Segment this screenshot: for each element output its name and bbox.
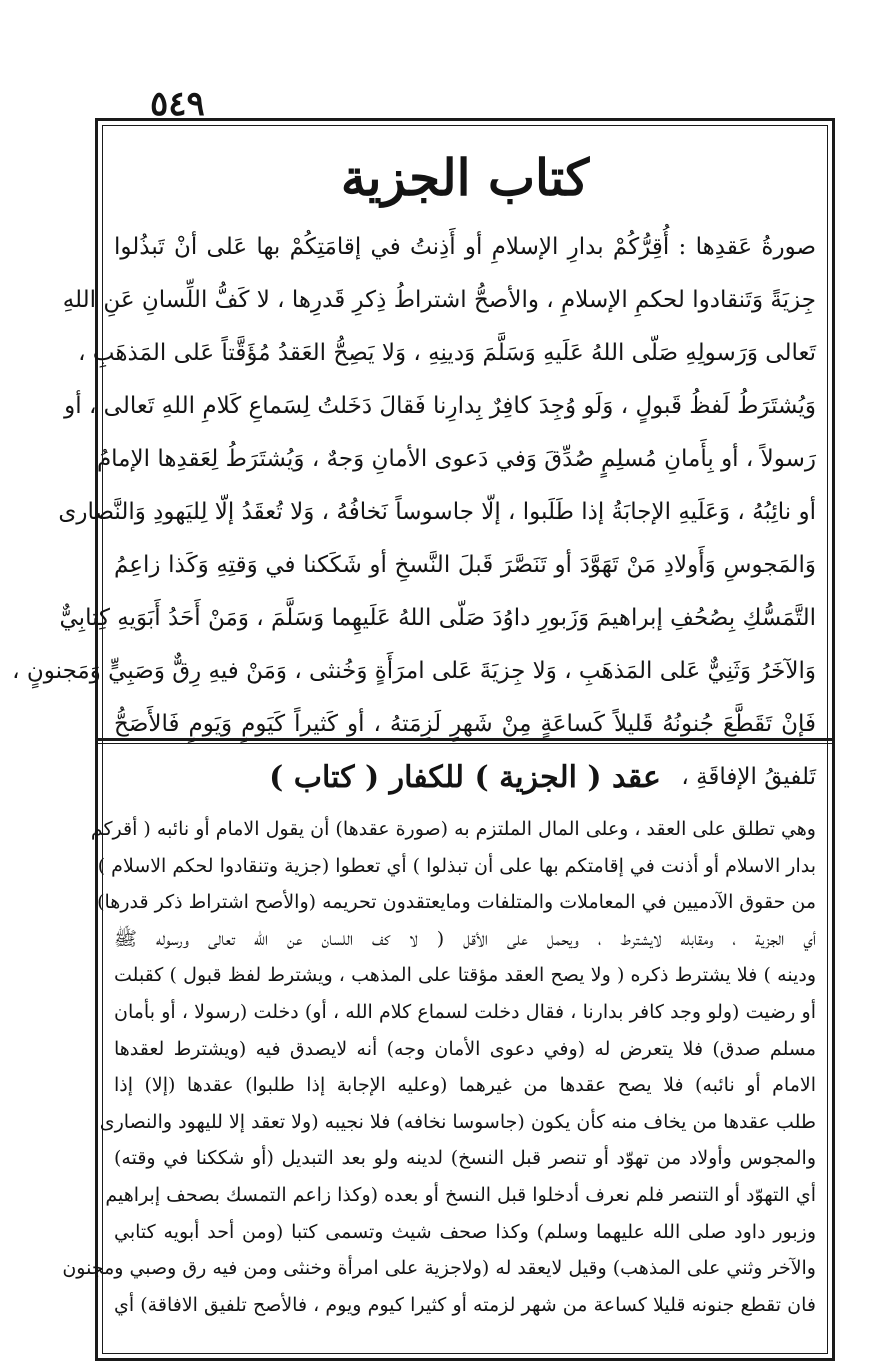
sharh-line: بدار الاسلام أو أذنت في إقامتكم بها على أن تبذلوا ) أي تعطوا (جزية وتنقادوا لحكم الاسلام ) xyxy=(97,854,816,877)
matn-text xyxy=(12,221,816,804)
matn-line: وَيُشتَرَطُ لَفظُ قَبولٍ ، وَلَو وُجِدَ كافِرٌ بِدارِنا فَقالَ دَخَلتُ لِسَماعِ كَلامِ اللهِ تَعالى ، أو xyxy=(64,393,816,419)
matn-title: كتاب الجزية xyxy=(340,148,590,207)
sharh-line: وهي تطلق على العقد ، وعلى المال الملتزم به (صورة عقدها) أن يقول الامام أو نائبه ( أقركم xyxy=(90,818,816,840)
matn-line: وَالآخَرُ وَثَنِيٌّ عَلى المَذهَبِ ، وَلا جِزيَةَ عَلى امرَأَةٍ وَخُنثى ، وَمَنْ فيهِ رِقٌّ وَصَبِيٍّ وَمَجنونٍ ، xyxy=(12,658,816,684)
matn-line: فَإِنْ تَقَطَّعَ جُنونُهُ قَليلاً كَساعَةٍ مِنْ شَهرٍ لَزِمَتهُ ، أو كَثيراً كَيَومٍ وَيَومٍ فَالأَصَحُّ xyxy=(114,711,816,737)
sharh-line: مسلم صدق) فلا يتعرض له (وفي دعوى الأمان وجه) أنه لايصدق فيه (ويشترط لعقدها xyxy=(114,1037,816,1060)
sharh-title: ( كتاب ) عقد ( الجزية ) للكفار xyxy=(269,760,661,795)
sharh-line: وزبور داود صلى الله عليهما وسلم) وكذا صحف شيث وتسمى كتبا (ومن أحد أبويه كتابي xyxy=(114,1220,816,1243)
section-divider xyxy=(98,738,832,741)
page-number: ٥٤٩ xyxy=(150,84,205,124)
matn-line: جِزيَةً وَتَنقادوا لحكمِ الإسلامِ ، والأصحُّ اشتراطُ ذِكرِ قَدرِها ، لا كَفُّ اللِّسانِ عَنِ اللهِ xyxy=(62,287,816,313)
matn-line: صورةُ عَقدِها : أُقِرُّكُمْ بدارِ الإسلامِ أو أَذِنتُ في إقامَتِكُمْ بها عَلى أنْ تَبذُلوا xyxy=(114,234,816,260)
sharh-line: طلب عقدها من يخاف منه كأن يكون (جاسوسا نخافه) فلا نجيبه (ولا تعقد إلا لليهود والنصارى xyxy=(99,1110,816,1133)
sharh-line: الامام أو نائبه) فلا يصح عقدها من غيرهما (وعليه الإجابة إذا طلبوا) عقدها (إلا) إذا xyxy=(114,1074,816,1097)
matn-line: التَّمَسُّكِ بِصُحُفِ إبراهيمَ وَزَبورِ داوُدَ صَلّى اللهُ عَلَيهِما وَسَلَّمَ ، وَمَنْ أَحَدُ أَبَوَيهِ كِتابِيٌّ xyxy=(59,605,816,631)
sharh-line: فان تقطع جنونه قليلا كساعة من شهر لزمته أو كثيرا كيوم ويوم ، فالأصح تلفيق الافاقة) أي xyxy=(114,1293,816,1316)
matn-line: رَسولاً ، أو بِأَمانِ مُسلِمٍ صُدِّقَ وَفي دَعوى الأمانِ وَجهٌ ، وَيُشتَرَطُ لِعَقدِها الإمامُ xyxy=(96,446,816,472)
matn-line: تَلفيقُ الإفاقَةِ ، xyxy=(681,764,816,790)
sharh-line: ودينه ) فلا يشترط ذكره ( ولا يصح العقد مؤقتا على المذهب ، ويشترط لفظ قبول ) كقبلت xyxy=(114,964,816,987)
sharh-line: أي التهوّد أو التنصر فلم نعرف أدخلوا قبل النسخ أو بعده (وكذا زاعم التمسك بصحف إبراهيم xyxy=(105,1183,816,1206)
sharh-line: أي الجزية ، ومقابله لايشترط ، ويحمل على الأقل ( لا كف اللسان عن الله تعالى ورسوله ﷺ xyxy=(114,927,816,950)
page-frame xyxy=(12,118,835,1361)
sharh-line: أو رضيت (ولو وجد كافر بدارنا ، فقال دخلت لسماع كلام الله ، أو) دخلت (رسولا ، أو بأمان xyxy=(114,1000,816,1023)
matn-line: تَعالى وَرَسولِهِ صَلّى اللهُ عَلَيهِ وَسَلَّمَ وَدينِهِ ، وَلا يَصِحُّ العَقدُ مُؤَقَّتاً عَلى المَذهَبِ ، xyxy=(78,340,816,366)
matn-line: أو نائِبُهُ ، وَعَلَيهِ الإجابَةُ إذا طَلَبوا ، إلّا جاسوساً نَخافُهُ ، وَلا تُعقَدُ إلّا لِليَهودِ وَالنَّصارى xyxy=(58,499,816,525)
matn-line: وَالمَجوسِ وَأَولادِ مَنْ تَهَوَّدَ أو تَنَصَّرَ قَبلَ النَّسخِ أو شَكَكنا في وَقتِهِ وَكَذا زاعِمُ xyxy=(114,552,816,578)
sharh-line: والمجوس وأولاد من تهوّد أو تنصر قبل النسخ) لدينه ولو بعد التبديل (أو شككنا في وقته) xyxy=(114,1147,816,1170)
sharh-line: والآخر وثني على المذهب) وقيل لايعقد له (ولاجزية على امرأة وخنثى ومن فيه رق وصبي ومجنون xyxy=(62,1257,816,1280)
sharh-line: من حقوق الآدميين في المعاملات والمتلفات ومايعتقدون تحريمه (والأصح اشتراط ذكر قدرها) xyxy=(97,891,816,914)
sharh-text xyxy=(62,811,816,1323)
section-divider-thin xyxy=(98,743,832,744)
